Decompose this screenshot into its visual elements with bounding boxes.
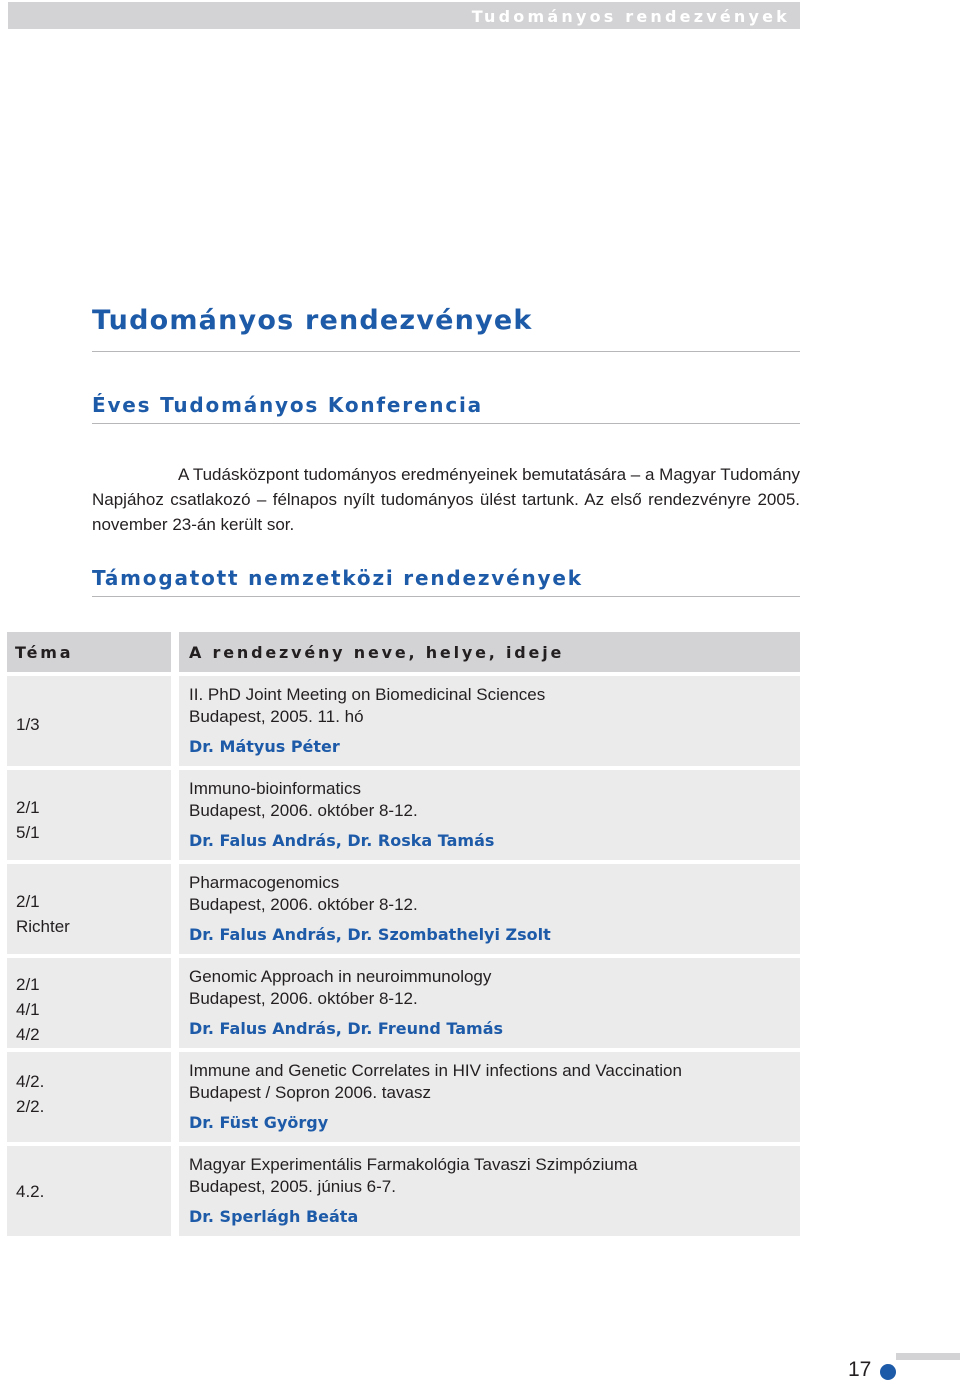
topic-cell — [7, 770, 171, 860]
topic-code: 2/2. — [16, 1097, 45, 1116]
event-place-date: Budapest / Sopron 2006. tavasz — [189, 1083, 431, 1102]
topic-cell — [7, 1146, 171, 1236]
topic-code: 1/3 — [16, 715, 40, 734]
event-cell — [179, 770, 800, 860]
table-row — [7, 676, 800, 766]
event-place-date: Budapest, 2006. október 8-12. — [189, 989, 418, 1008]
event-place-date: Budapest, 2006. október 8-12. — [189, 801, 418, 820]
title-divider — [92, 351, 800, 352]
table-row — [7, 958, 800, 1048]
event-organizer: Dr. Sperlágh Beáta — [189, 1207, 359, 1226]
event-place-date: Budapest, 2005. 11. hó — [189, 707, 364, 726]
event-cell — [179, 958, 800, 1048]
event-organizer: Dr. Falus András, Dr. Roska Tamás — [189, 831, 495, 850]
topic-code: 4.2. — [16, 1182, 45, 1201]
topic-code: 4/2 — [16, 1025, 40, 1044]
table-row — [7, 770, 800, 860]
section-heading-annual-conference: Éves Tudományos Konferencia — [92, 393, 483, 417]
event-name: Genomic Approach in neuroimmunology — [189, 967, 492, 986]
page-title: Tudományos rendezvények — [92, 305, 533, 336]
running-header-title: Tudományos rendezvények — [471, 7, 790, 26]
event-organizer: Dr. Falus András, Dr. Szombathelyi Zsolt — [189, 925, 551, 944]
table-row — [7, 1146, 800, 1236]
section-divider — [92, 596, 800, 597]
event-name: II. PhD Joint Meeting on Biomedicinal Sciences — [189, 685, 546, 704]
topic-code: 2/1 — [16, 892, 40, 911]
column-header-topic-label: Téma — [15, 643, 74, 662]
event-cell — [179, 1052, 800, 1142]
page-number: 17 — [848, 1358, 872, 1381]
column-header-event — [179, 632, 800, 672]
topic-code: 2/1 — [16, 975, 40, 994]
event-place-date: Budapest, 2006. október 8-12. — [189, 895, 418, 914]
table-row — [7, 1052, 800, 1142]
column-header-topic — [7, 632, 171, 672]
event-organizer: Dr. Falus András, Dr. Freund Tamás — [189, 1019, 504, 1038]
topic-label: Richter — [16, 917, 70, 936]
event-organizer: Dr. Mátyus Péter — [189, 737, 340, 756]
footer-accent-line — [896, 1353, 960, 1360]
running-header-bar — [8, 2, 800, 29]
event-name: Immuno-bioinformatics — [189, 779, 361, 798]
table-row — [7, 864, 800, 954]
event-cell — [179, 1146, 800, 1236]
intro-paragraph: A Tudásközpont tudományos eredményeinek bemutatására – a Magyar Tudomány Napjához csatlakozó – félnapos nyílt tudományos ülést tartunk. Az első rendezvényre 2005. november 23-án került sor. — [92, 465, 800, 534]
topic-cell — [7, 676, 171, 766]
topic-cell — [7, 958, 171, 1048]
event-name: Immune and Genetic Correlates in HIV infections and Vaccination — [189, 1061, 682, 1080]
section-divider — [92, 423, 800, 424]
events-table — [7, 676, 800, 1240]
event-place-date: Budapest, 2005. június 6-7. — [189, 1177, 396, 1196]
topic-code: 2/1 — [16, 798, 40, 817]
event-cell — [179, 676, 800, 766]
event-name: Magyar Experimentális Farmakológia Tavaszi Szimpóziuma — [189, 1155, 638, 1174]
event-name: Pharmacogenomics — [189, 873, 340, 892]
event-cell — [179, 864, 800, 954]
topic-code: 4/2. — [16, 1072, 45, 1091]
topic-code: 4/1 — [16, 1000, 40, 1019]
event-organizer: Dr. Füst György — [189, 1113, 329, 1132]
topic-cell — [7, 864, 171, 954]
topic-code: 5/1 — [16, 823, 40, 842]
section-heading-supported-events: Támogatott nemzetközi rendezvények — [92, 566, 583, 590]
topic-cell — [7, 1052, 171, 1142]
page-marker-dot — [880, 1364, 896, 1380]
column-header-event-label: A rendezvény neve, helye, ideje — [189, 643, 565, 662]
